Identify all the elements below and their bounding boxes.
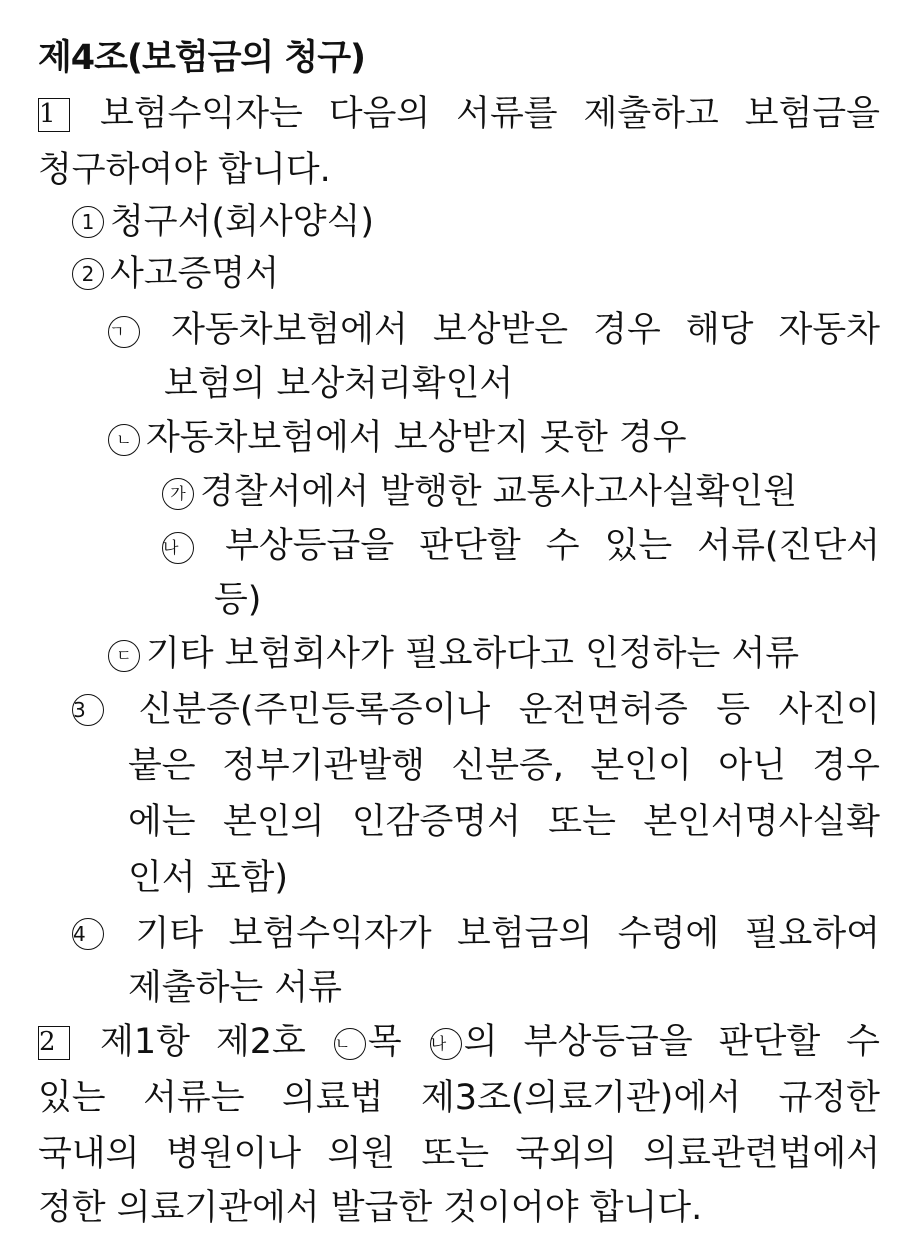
circled-jamo: ㄷ [108,640,140,672]
sub-item-giyeok-line-1: ㄱ 자동차보험에서 보상받은 경우 해당 자동차 [109,310,880,350]
circled-syllable: 나 [430,1028,462,1060]
paragraph-1-line-1: 1 보험수익자는 다음의 서류를 제출하고 보험금을 [39,94,880,134]
paragraph-1-line-2: 청구하여야 합니다. [38,150,331,190]
circled-syllable: 가 [162,478,194,510]
list-item-1: 1 청구서(회사양식) [72,194,918,250]
article-title: 제4조(보험금의 청구) [38,38,366,78]
sub-item-giyeok-line-2: 보험의 보상처리확인서 [164,364,514,404]
circled-number: 2 [72,258,104,290]
sub-sub-item-na-line-2: 등) [214,580,262,620]
paragraph-2-line-4: 정한 의료기관에서 발급한 것이어야 합니다. [38,1188,703,1228]
sub-item-nieun: ㄴ 자동차보험에서 보상받지 못한 경우 [108,410,918,466]
sub-item-digeut: ㄷ 기타 보험회사가 필요하다고 인정하는 서류 [108,626,918,682]
circled-number: 1 [72,206,104,238]
paragraph-number-box: 1 [38,98,70,132]
circled-number: 3 [72,694,104,726]
circled-jamo: ㄱ [108,316,140,348]
paragraph-2-line-1: 2 제1항 제2호 ㄴ 목 나 의 부상등급을 판단할 수 [39,1022,880,1062]
list-item-3-line-1: 3 신분증(주민등록증이나 운전면허증 등 사진이 [73,690,880,730]
sub-sub-item-na-line-1: 나 부상등급을 판단할 수 있는 서류(진단서 [163,526,880,566]
circled-number: 4 [72,918,104,950]
list-item-3-line-4: 인서 포함) [128,858,289,898]
paragraph-2-line-3: 국내의 병원이나 의원 또는 국외의 의료관련법에서 [38,1134,880,1174]
list-item-4-line-1: 4 기타 보험수익자가 보험금의 수령에 필요하여 [73,914,880,954]
circled-syllable: 나 [162,532,194,564]
circled-jamo: ㄴ [334,1028,366,1060]
list-item-4-line-2: 제출하는 서류 [128,968,342,1008]
circled-jamo: ㄴ [108,424,140,456]
paragraph-2-line-2: 있는 서류는 의료법 제3조(의료기관)에서 규정한 [38,1078,880,1118]
list-item-2: 2 사고증명서 [72,246,918,302]
sub-sub-item-ga: 가 경찰서에서 발행한 교통사고사실확인원 [162,464,918,520]
list-item-3-line-3: 에는 본인의 인감증명서 또는 본인서명사실확 [128,802,880,842]
list-item-3-line-2: 붙은 정부기관발행 신분증, 본인이 아닌 경우 [128,746,880,786]
paragraph-number-box: 2 [38,1026,70,1060]
